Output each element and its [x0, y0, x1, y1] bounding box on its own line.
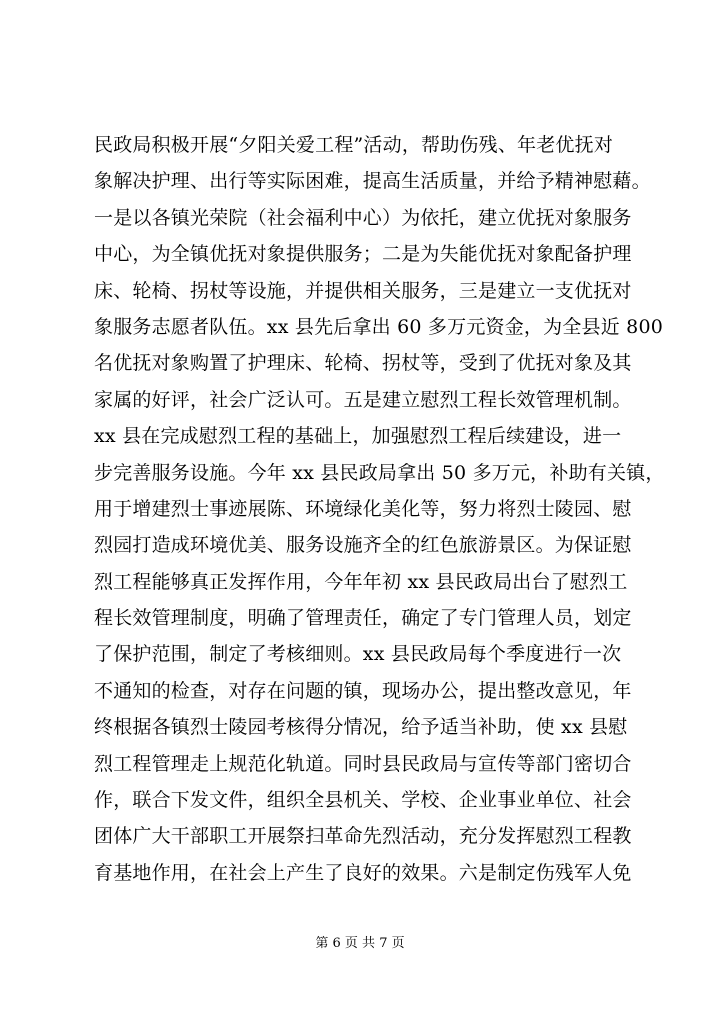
- text-line: 步完善服务设施。今年 xx 县民政局拿出 50 多万元，补助有关镇，: [94, 461, 665, 484]
- text-line: xx 县在完成慰烈工程的基础上，加强慰烈工程后续建设，进一: [94, 425, 622, 448]
- text-line: 程长效管理制度，明确了管理责任，确定了专门管理人员，划定: [94, 607, 632, 630]
- page-footer: 第 6 页 共 7 页: [315, 936, 405, 951]
- text-line: 作，联合下发文件，组织全县机关、学校、企业事业单位、社会: [94, 789, 632, 812]
- text-line: 育基地作用，在社会上产生了良好的效果。六是制定伤残军人免: [94, 861, 632, 884]
- text-line: 用于增建烈士事迹展陈、环境绿化美化等，努力将烈士陵园、慰: [94, 497, 632, 520]
- text-line: 床、轮椅、拐杖等设施，并提供相关服务，三是建立一支优抚对: [94, 279, 632, 302]
- text-line: 烈园打造成环境优美、服务设施齐全的红色旅游景区。为保证慰: [94, 534, 632, 557]
- text-line: 一是以各镇光荣院（社会福利中心）为依托，建立优抚对象服务: [94, 206, 632, 229]
- text-line: 了保护范围，制定了考核细则。xx 县民政局每个季度进行一次: [94, 643, 622, 666]
- text-line: 象服务志愿者队伍。xx 县先后拿出 60 多万元资金，为全县近 800: [94, 315, 664, 338]
- text-line: 名优抚对象购置了护理床、轮椅、拐杖等，受到了优抚对象及其: [94, 352, 632, 375]
- text-line: 家属的好评，社会广泛认可。五是建立慰烈工程长效管理机制。: [94, 388, 632, 411]
- text-line: 不通知的检查，对存在问题的镇，现场办公，提出整改意见，年: [94, 679, 632, 702]
- body-text: [94, 127, 714, 891]
- text-line: 中心，为全镇优抚对象提供服务；二是为失能优抚对象配备护理: [94, 243, 632, 266]
- text-line: 团体广大干部职工开展祭扫革命先烈活动，充分发挥慰烈工程教: [94, 825, 632, 848]
- text-line: 民政局积极开展“夕阳关爱工程”活动，帮助伤残、年老优抚对: [94, 134, 614, 156]
- text-line: 象解决护理、出行等实际困难，提高生活质量，并给予精神慰藉。: [94, 170, 651, 193]
- text-line: 烈工程管理走上规范化轨道。同时县民政局与宣传等部门密切合: [94, 752, 632, 775]
- text-line: 烈工程能够真正发挥作用，今年年初 xx 县民政局出台了慰烈工: [94, 570, 628, 593]
- text-line: 终根据各镇烈士陵园考核得分情况，给予适当补助，使 xx 县慰: [94, 716, 628, 739]
